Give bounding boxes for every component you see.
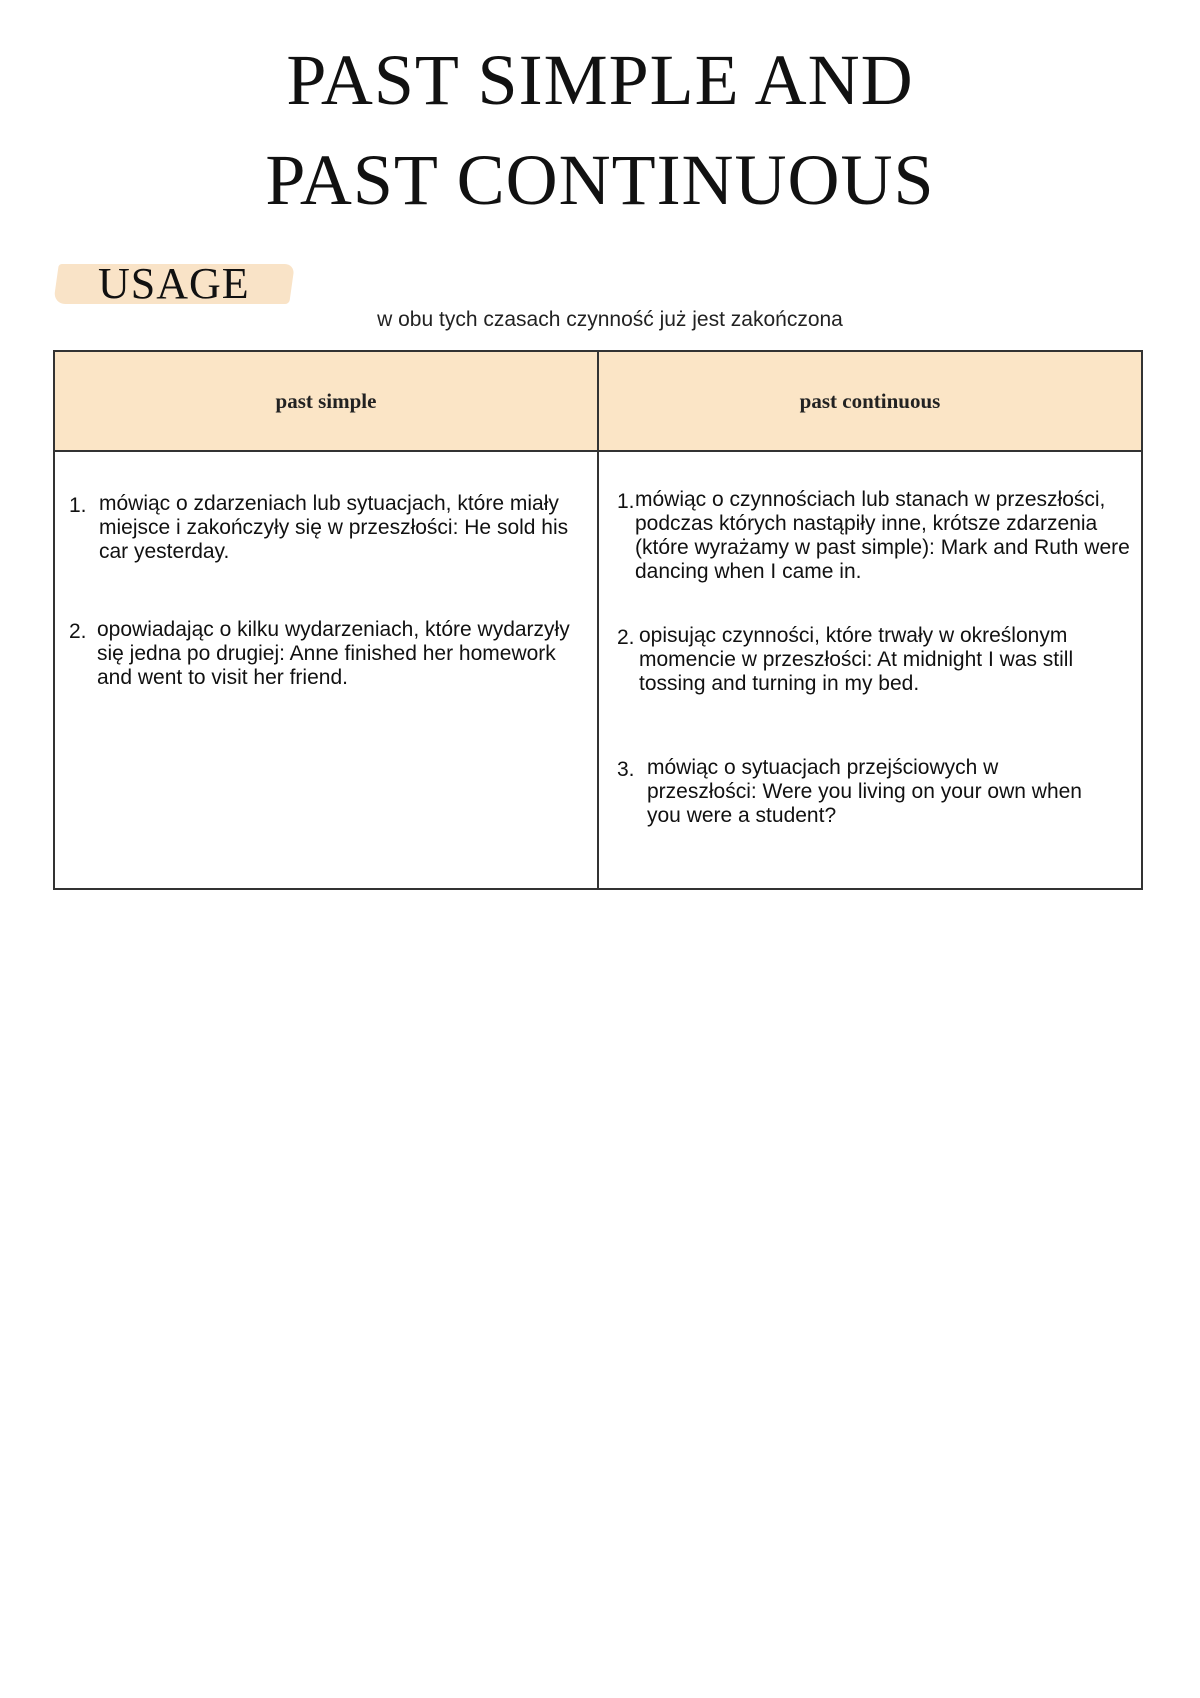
item-number: 1. [69,494,87,517]
table-row [54,451,1142,889]
title-line-1: PAST SIMPLE AND [286,40,914,120]
item-number: 1. [617,490,635,513]
list-item [69,618,579,690]
section-heading [56,256,292,312]
list-item [617,624,1137,696]
item-text: mówiąc o zdarzeniach lub sytuacjach, które miały miejsce i zakończyły się w przeszłości: He sold his car yesterday. [99,492,569,563]
header-past-simple: past simple [54,351,598,451]
item-number: 2. [617,626,635,649]
item-text: mówiąc o sytuacjach przejściowych w przeszłości: Were you living on your own when you were a student? [647,756,1082,827]
header-past-continuous: past continuous [598,351,1142,451]
section-heading-label: USAGE [98,259,250,308]
item-number: 3. [617,758,635,781]
usage-table [53,350,1143,890]
page-title [0,30,1200,230]
list-item [617,488,1137,584]
item-number: 2. [69,620,87,643]
past-continuous-cell [598,451,1142,889]
list-item [617,756,1097,828]
table-header-row [54,351,1142,451]
list-item [69,492,579,564]
item-text: mówiąc o czynnościach lub stanach w przeszłości, podczas których nastąpiły inne, krótsze zdarzenia (które wyrażamy w past simple): Mark and Ruth were dancing when I came in. [635,488,1130,583]
item-text: opisując czynności, które trwały w określonym momencie w przeszłości: At midnight I was still tossing and turning in my bed. [639,624,1074,695]
past-simple-cell [54,451,598,889]
subtitle-note: w obu tych czasach czynność już jest zakończona [377,308,843,331]
item-text: opowiadając o kilku wydarzeniach, które wydarzyły się jedna po drugiej: Anne finished her homework and went to visit her friend. [97,618,570,689]
title-line-2: PAST CONTINUOUS [265,140,935,220]
